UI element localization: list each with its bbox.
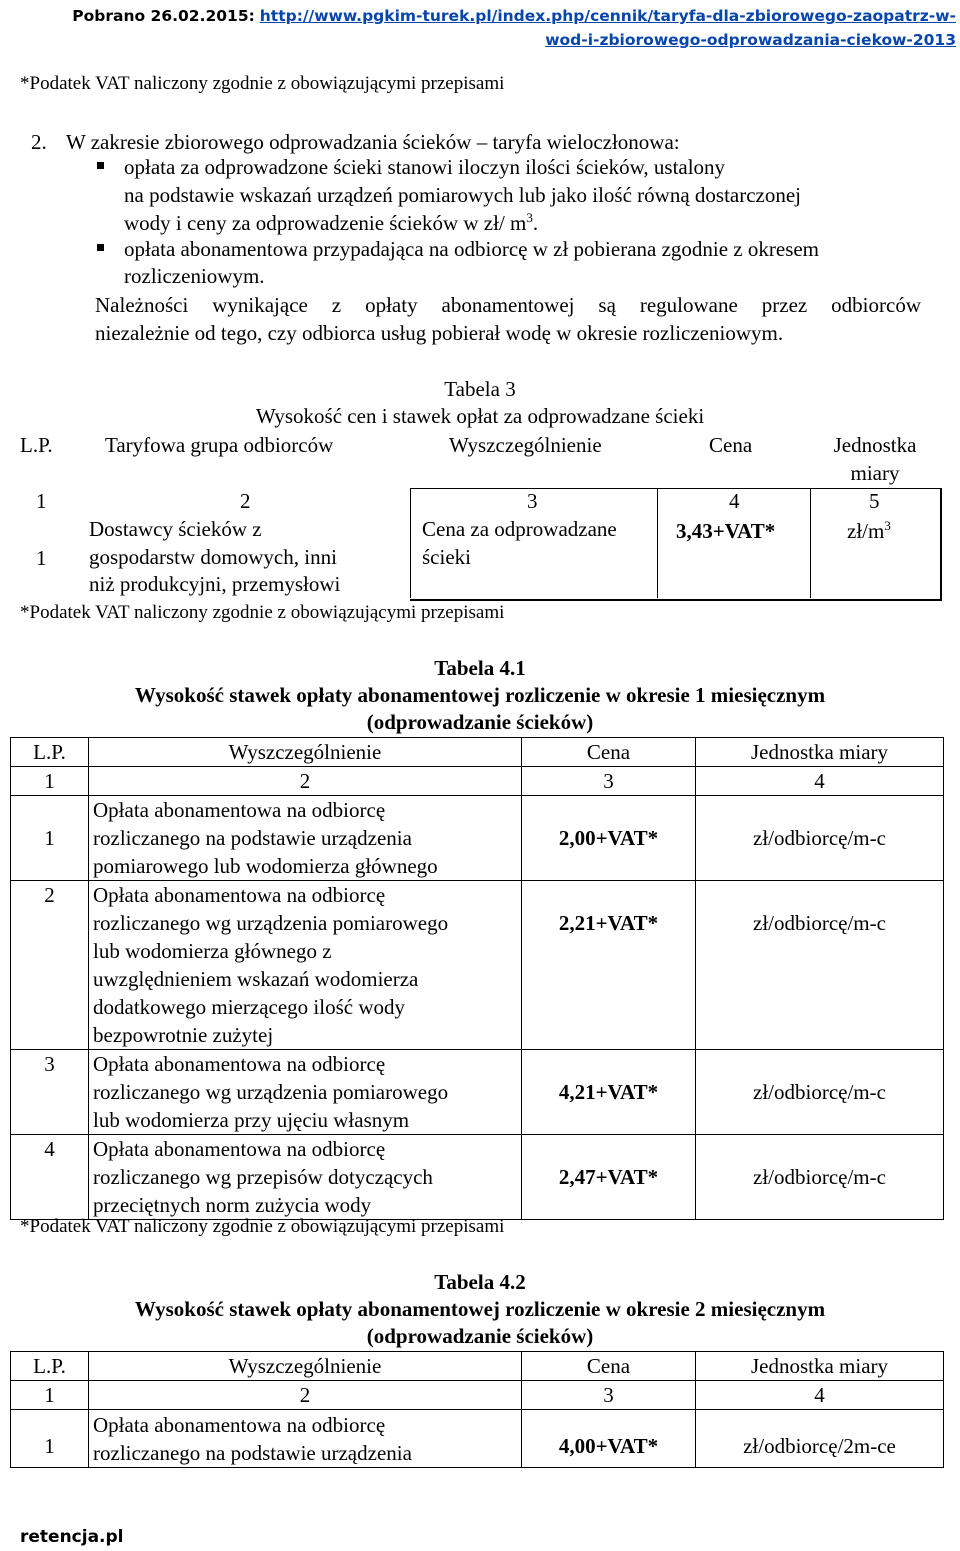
price-cell: 4,00+VAT* bbox=[522, 1410, 696, 1468]
table-3-row-group: gospodarstw domowych, inni bbox=[89, 545, 337, 569]
table-3-header-unit: Jednostka bbox=[833, 433, 917, 457]
bullet-1-line-3: wody i ceny za odprowadzenie ścieków w zł/ $m^3$. bbox=[124, 210, 539, 235]
table-3-row-group: niż produkcyjni, przemysłowi bbox=[89, 572, 341, 596]
table-row bbox=[11, 796, 944, 881]
table-row bbox=[11, 1050, 944, 1135]
note-line-2: niezależnie od tego, czy odbiorca usług pobierał wodę w okresie rozliczeniowym. bbox=[95, 321, 784, 345]
table-41-subtitle: Wysokość stawek opłaty abonamentowej rozliczenie w okresie 1 miesięcznym bbox=[134, 683, 826, 707]
source-link-continued[interactable]: wod-i-zbiorowego-odprowadzania-ciekow-2013 bbox=[545, 31, 956, 49]
table-3-divider bbox=[410, 488, 411, 598]
table-41-subtitle-2: (odprowadzanie ścieków) bbox=[366, 710, 594, 734]
site-footer: retencja.pl bbox=[20, 1527, 124, 1547]
number-cell: 3 bbox=[522, 767, 696, 796]
table-42-subtitle: Wysokość stawek opłaty abonamentowej rozliczenie w okresie 2 miesięcznym bbox=[134, 1297, 826, 1321]
header-cell: Wyszczególnienie bbox=[89, 738, 522, 767]
table-3-header-lp: L.P. bbox=[20, 433, 53, 457]
header-cell: L.P. bbox=[11, 1352, 89, 1381]
table-3-header-price: Cena bbox=[709, 433, 753, 457]
table-3-row-spec: Cena za odprowadzane bbox=[422, 517, 617, 541]
download-label: Pobrano 26.02.2015: bbox=[72, 7, 255, 25]
table-3-row-unit: $zł/m^3$ bbox=[847, 518, 891, 543]
lp-cell: 1 bbox=[11, 796, 89, 881]
header-cell: Cena bbox=[522, 1352, 696, 1381]
unit-cell: zł/odbiorcę/m-c bbox=[696, 1050, 944, 1135]
vat-note: *Podatek VAT naliczony zgodnie z obowiązującymi przepisami bbox=[20, 602, 505, 623]
table-3-row-lp: 1 bbox=[36, 546, 47, 570]
header-cell: L.P. bbox=[11, 738, 89, 767]
table-3-num: 2 bbox=[240, 489, 251, 513]
bullet-icon bbox=[97, 162, 104, 169]
vat-note: *Podatek VAT naliczony zgodnie z obowiązującymi przepisami bbox=[20, 1216, 505, 1237]
spec-cell: Opłata abonamentowa na odbiorcę rozliczanego na podstawie urządzenia bbox=[89, 1410, 522, 1468]
table-3-divider bbox=[810, 488, 811, 598]
table-42 bbox=[10, 1351, 944, 1468]
table-42-title: Tabela 4.2 bbox=[434, 1270, 526, 1294]
lp-cell: 2 bbox=[11, 881, 89, 1050]
number-cell: 2 bbox=[89, 767, 522, 796]
price-cell: 2,47+VAT* bbox=[522, 1135, 696, 1220]
bullet-1-line-2: na podstawie wskazań urządzeń pomiarowych lub jako ilość równą dostarczonej bbox=[124, 183, 802, 207]
header-cell: Jednostka miary bbox=[696, 738, 944, 767]
table-row bbox=[11, 738, 944, 767]
table-row bbox=[11, 881, 944, 1050]
source-link[interactable]: http://www.pgkim-turek.pl/index.php/cennik/taryfa-dla-zbiorowego-zaopatrz-w- bbox=[259, 7, 956, 25]
table-row bbox=[11, 1410, 944, 1468]
section-heading: W zakresie zbiorowego odprowadzania ścieków – taryfa wieloczłonowa: bbox=[66, 130, 680, 154]
table-3-num: 4 bbox=[729, 489, 740, 513]
table-3-header-spec: Wyszczególnienie bbox=[449, 433, 602, 457]
number-cell: 1 bbox=[11, 1381, 89, 1410]
lp-cell: 1 bbox=[11, 1410, 89, 1468]
spec-cell: Opłata abonamentowa na odbiorcę rozliczanego na podstawie urządzenia pomiarowego lub wodomierza głównego bbox=[89, 796, 522, 881]
header-cell: Wyszczególnienie bbox=[89, 1352, 522, 1381]
bullet-1-line-1: opłata za odprowadzone ścieki stanowi iloczyn ilości ścieków, ustalony bbox=[124, 155, 726, 179]
number-cell: 1 bbox=[11, 767, 89, 796]
table-3-row-group: Dostawcy ścieków z bbox=[89, 517, 262, 541]
table-row bbox=[11, 767, 944, 796]
lp-cell: 4 bbox=[11, 1135, 89, 1220]
number-cell: 4 bbox=[696, 1381, 944, 1410]
table-3-header-group: Taryfowa grupa odbiorców bbox=[105, 433, 334, 457]
table-3-subtitle: Wysokość cen i stawek opłat za odprowadzane ścieki bbox=[255, 404, 705, 428]
number-cell: 4 bbox=[696, 767, 944, 796]
table-3-num: 1 bbox=[36, 489, 47, 513]
table-3-row-price: 3,43+VAT* bbox=[676, 519, 776, 543]
spec-cell: Opłata abonamentowa na odbiorcę rozliczanego wg przepisów dotyczących przeciętnych norm zużycia wody bbox=[89, 1135, 522, 1220]
unit-cell: zł/odbiorcę/2m-ce bbox=[696, 1410, 944, 1468]
spec-cell: Opłata abonamentowa na odbiorcę rozliczanego wg urządzenia pomiarowego lub wodomierza przy ujęciu własnym bbox=[89, 1050, 522, 1135]
bullet-2-line-1: opłata abonamentowa przypadająca na odbiorcę w zł pobierana zgodnie z okresem bbox=[124, 237, 820, 261]
header-cell: Cena bbox=[522, 738, 696, 767]
price-cell: 4,21+VAT* bbox=[522, 1050, 696, 1135]
table-3-header-unit-2: miary bbox=[850, 461, 900, 485]
number-cell: 2 bbox=[89, 1381, 522, 1410]
table-3-divider bbox=[657, 488, 658, 598]
note-line-1: Należności wynikające z opłaty abonamentowej są regulowane przez odbiorców bbox=[95, 293, 921, 317]
table-41-title: Tabela 4.1 bbox=[434, 656, 526, 680]
lp-cell: 3 bbox=[11, 1050, 89, 1135]
table-3-num: 5 bbox=[869, 489, 880, 513]
table-42-subtitle-2: (odprowadzanie ścieków) bbox=[366, 1324, 594, 1348]
price-cell: 2,21+VAT* bbox=[522, 881, 696, 1050]
download-header bbox=[0, 4, 956, 52]
table-41 bbox=[10, 737, 944, 1220]
table-3-num: 3 bbox=[527, 489, 538, 513]
unit-cell: zł/odbiorcę/m-c bbox=[696, 796, 944, 881]
bullet-icon bbox=[97, 244, 104, 251]
spec-cell: Opłata abonamentowa na odbiorcę rozliczanego wg urządzenia pomiarowego lub wodomierza głównego z uwzględnieniem wskazań wodomierza dodatkowego mierzącego ilość wody bezpowrotnie zużytej bbox=[89, 881, 522, 1050]
price-cell: 2,00+VAT* bbox=[522, 796, 696, 881]
section-number: 2. bbox=[31, 130, 47, 154]
bullet-2-line-2: rozliczeniowym. bbox=[124, 264, 265, 288]
table-3-row-spec: ścieki bbox=[422, 545, 471, 569]
unit-cell: zł/odbiorcę/m-c bbox=[696, 1135, 944, 1220]
number-cell: 3 bbox=[522, 1381, 696, 1410]
table-3-title: Tabela 3 bbox=[444, 377, 516, 401]
unit-cell: zł/odbiorcę/m-c bbox=[696, 881, 944, 1050]
table-row bbox=[11, 1381, 944, 1410]
header-cell: Jednostka miary bbox=[696, 1352, 944, 1381]
vat-note: *Podatek VAT naliczony zgodnie z obowiązującymi przepisami bbox=[20, 73, 505, 94]
table-row bbox=[11, 1352, 944, 1381]
table-row bbox=[11, 1135, 944, 1220]
